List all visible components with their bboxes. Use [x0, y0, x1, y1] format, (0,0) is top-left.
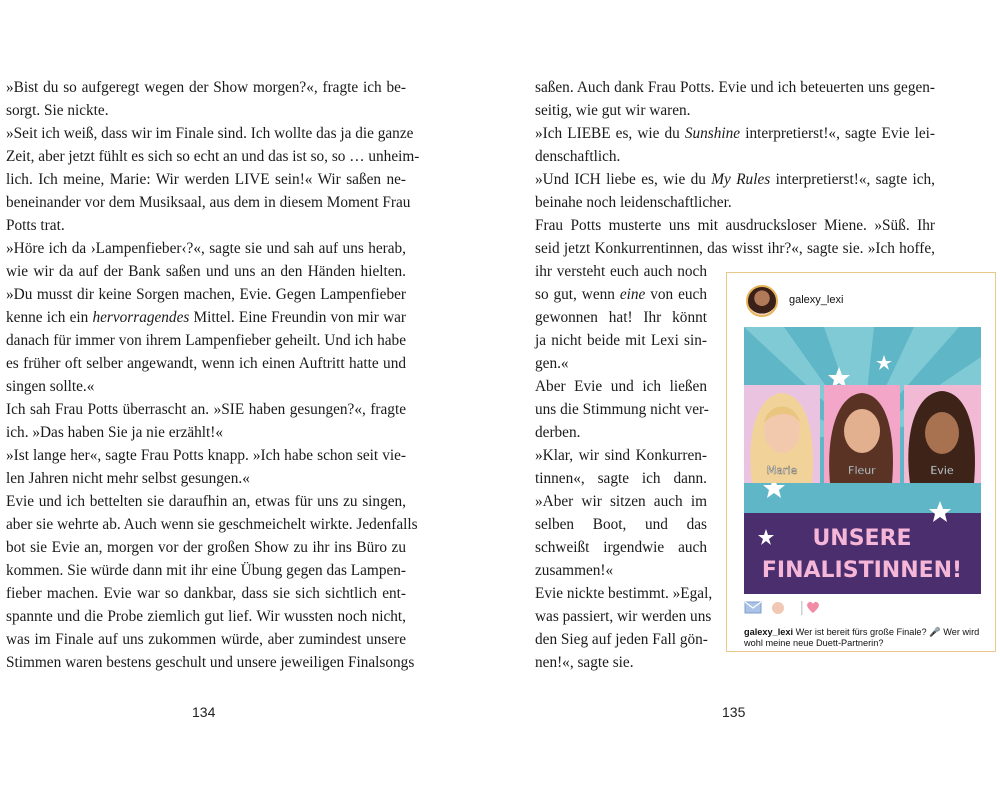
text-segment: kenne ich ein — [6, 309, 93, 326]
text-line: »Aber wir sitzen auch im — [535, 493, 707, 510]
text-line — [535, 168, 935, 191]
text-line: ja nicht beide mit Lexi sin- — [535, 332, 707, 349]
text-line: nen!«, sagte sie. — [535, 654, 634, 671]
page-number: 134 — [192, 704, 216, 720]
text-line: Frau Potts musterte uns mit ausdrucksloser Miene. »Süß. Ihr — [535, 217, 935, 234]
name-label-fleur: Fleur — [848, 464, 876, 477]
text-line: zusammen!« — [535, 562, 614, 579]
mail-icon[interactable] — [744, 601, 762, 614]
text-line: es früher oft selber angewandt, wenn ich einen Auftritt hatte und — [6, 355, 406, 372]
banner-line-1: UNSERE — [812, 526, 912, 551]
text-line: Ich sah Frau Potts überrascht an. »SIE haben gesungen?«, fragte — [6, 401, 406, 418]
text-line: denschaftlich. — [535, 148, 621, 165]
post-caption — [744, 627, 984, 649]
song-title: My Rules — [711, 171, 771, 188]
caption-text: Wer ist bereit fürs große Finale? 🎤 Wer wird wohl meine neue Duett-Partnerin? — [744, 627, 980, 648]
text-line: gewonnen hat! Ihr könnt — [535, 309, 707, 326]
instagram-post-card — [726, 272, 996, 652]
text-line — [535, 283, 707, 306]
text-segment: Mittel. Eine Freundin von mir war — [189, 309, 407, 326]
text-line: bot sie Evie an, morgen vor der großen Show zu ihr ins Büro zu — [6, 539, 406, 556]
text-line: seid jetzt Konkurrentinnen, das wisst ihr?«, sagte sie. »Ich hoffe, — [535, 240, 935, 257]
text-line — [535, 122, 935, 145]
text-segment: von euch — [645, 286, 707, 303]
post-image — [744, 327, 981, 594]
text-line: den Sieg auf jeden Fall gön- — [535, 631, 708, 648]
text-line: Stimmen waren bestens geschult und unsere jeweiligen Finalsongs — [6, 654, 415, 671]
text-line: »Bist du so aufgeregt wegen der Show morgen?«, fragte ich be- — [6, 79, 406, 96]
text-line: selben Boot, und das — [535, 516, 707, 533]
text-line: fieber machen. Evie war so dankbar, dass sie sich sichtlich ent- — [6, 585, 406, 602]
text-line: Potts trat. — [6, 217, 65, 234]
text-line: seitig, wie gut wir waren. — [535, 102, 691, 119]
name-label-marie: Marie — [766, 464, 798, 477]
text-line: uns die Stimmung nicht ver- — [535, 401, 709, 418]
text-line: saßen. Auch dank Frau Potts. Evie und ich beteuerten uns gegen- — [535, 79, 935, 96]
text-line: gen.« — [535, 355, 569, 372]
emphasis-text: eine — [619, 286, 646, 303]
text-line: was passiert, wir werden uns — [535, 608, 712, 625]
avatar — [746, 285, 778, 317]
text-line: schweißt irgendwie auch — [535, 539, 707, 556]
text-line: ich. »Das haben Sie ja nie erzählt!« — [6, 424, 224, 441]
text-line: ihr versteht euch auch noch — [535, 263, 707, 280]
left-page — [6, 76, 420, 674]
text-segment: »Und ICH liebe es, wie du — [535, 171, 712, 188]
text-line: »Seit ich weiß, dass wir im Finale sind. Ich wollte das ja die ganze — [6, 125, 414, 142]
caption-username: galexy_lexi — [744, 627, 794, 637]
text-line: Aber Evie und ich ließen — [535, 378, 707, 395]
text-line: danach für immer von ihrem Lampenfieber geheilt. Und ich habe — [6, 332, 406, 349]
text-line: »Klar, wir sind Konkurren- — [535, 447, 707, 464]
text-line: derben. — [535, 424, 581, 441]
text-line: tinnen«, sagte ich dann. — [535, 470, 707, 487]
text-line: Zeit, aber jetzt fühlt es sich so echt an und das ist so, so … unheim- — [6, 148, 420, 165]
text-line: wie wir da auf der Bank saßen und uns an den Händen hielten. — [6, 263, 406, 280]
text-segment: interpretierst!«, sagte ich, — [770, 171, 935, 188]
song-title: Sunshine — [684, 125, 741, 142]
text-line: »Ist lange her«, sagte Frau Potts knapp. »Ich habe schon seit vie- — [6, 447, 406, 464]
name-label-evie: Evie — [930, 464, 954, 477]
comment-icon[interactable] — [771, 601, 785, 615]
text-line: aber sie wehrte ab. Auch wenn sie geschmeichelt wirkte. Jedenfalls — [6, 516, 418, 533]
page-number: 135 — [722, 704, 746, 720]
emphasis-text: hervorragendes — [92, 309, 190, 326]
text-line — [6, 306, 406, 329]
text-line: beinahe noch leidenschaftlicher. — [535, 194, 732, 211]
text-line: sorgt. Sie nickte. — [6, 102, 109, 119]
text-segment: so gut, wenn — [535, 286, 620, 303]
text-line: »Höre ich da ›Lampenfieber‹?«, sagte sie und sah auf uns herab, — [6, 240, 406, 257]
text-line: singen sollte.« — [6, 378, 95, 395]
text-line: Evie nickte bestimmt. »Egal, — [535, 585, 713, 602]
text-line: beneinander vor dem Musiksaal, aus dem in diesem Moment Frau — [6, 194, 411, 211]
text-line: »Du musst dir keine Sorgen machen, Evie. Gegen Lampenfieber — [6, 286, 406, 303]
text-line: kommen. Sie würde dann mit ihr eine Übung gegen das Lampen- — [6, 562, 406, 579]
text-segment: »Ich LIEBE es, wie du — [535, 125, 685, 142]
text-line: Evie und ich bettelten sie daraufhin an, etwas für uns zu singen, — [6, 493, 406, 510]
text-line: was im Finale auf uns zukommen würde, aber zumindest unsere — [6, 631, 406, 648]
text-line: spannte und die Probe ziemlich gut lief. Wir wussten noch nicht, — [6, 608, 406, 625]
text-line: len Jahren nicht mehr selbst gesungen.« — [6, 470, 250, 487]
text-segment: interpretierst!«, sagte Evie lei- — [740, 125, 935, 142]
text-line: lich. Ich meine, Marie: Wir werden LIVE sein!« Wir saßen ne- — [6, 171, 406, 188]
heart-icon[interactable] — [806, 601, 820, 614]
banner-line-2: FINALISTINNEN! — [761, 558, 963, 583]
post-username: galexy_lexi — [789, 294, 844, 306]
